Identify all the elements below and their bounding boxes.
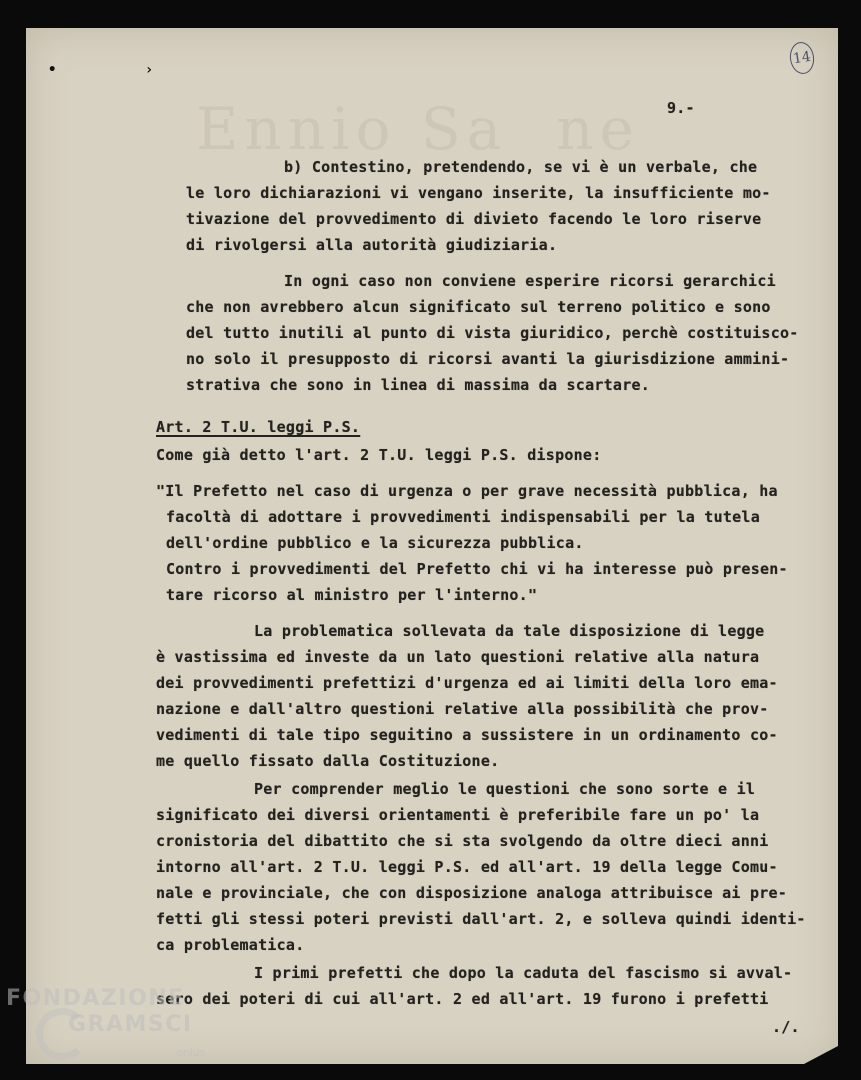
text-line: di rivolgersi alla autorità giudiziaria. — [186, 236, 558, 254]
text-line: significato dei diversi orientamenti è preferibile fare un po' la — [156, 806, 760, 824]
archive-stamp: 14 — [788, 40, 816, 75]
text-line: sero dei poteri di cui all'art. 2 ed all'art. 19 furono i prefetti — [156, 990, 769, 1008]
section-heading: Art. 2 T.U. leggi P.S. — [156, 418, 361, 436]
quote-line: facoltà di adottare i provvedimenti indispensabili per la tutela — [166, 508, 760, 526]
text-line: intorno all'art. 2 T.U. leggi P.S. ed all'art. 19 della legge Comu- — [156, 858, 778, 876]
bleed-through-text: Ennio Sa ne — [196, 95, 640, 163]
margin-marks: • › — [48, 62, 194, 78]
text-line: fetti gli stessi poteri previsti dall'art. 2, e solleva quindi identi- — [156, 910, 806, 928]
text-line: del tutto inutili al punto di vista giuridico, perchè costituisco- — [186, 324, 799, 342]
text-line: vedimenti di tale tipo seguitino a sussistere in un ordinamento co- — [156, 726, 778, 744]
text-line: strativa che sono in linea di massima da scartare. — [186, 376, 651, 394]
text-line: b) Contestino, pretendendo, se vi è un verbale, che — [284, 158, 758, 176]
text-line: le loro dichiarazioni vi vengano inserite, la insufficiente mo- — [186, 184, 771, 202]
text-line: tivazione del provvedimento di divieto facendo le loro riserve — [186, 210, 762, 228]
quote-line: tare ricorso al ministro per l'interno." — [166, 586, 538, 604]
quote-line: Contro i provvedimenti del Prefetto chi vi ha interesse può presen- — [166, 560, 788, 578]
torn-corner — [804, 1046, 838, 1064]
page-number: 9.- — [667, 99, 695, 117]
text-line: Per comprender meglio le questioni che sono sorte e il — [254, 780, 756, 798]
continuation-mark: ./. — [772, 1018, 800, 1036]
text-line: è vastissima ed investe da un lato questioni relative alla natura — [156, 648, 760, 666]
text-line: che non avrebbero alcun significato sul terreno politico e sono — [186, 298, 771, 316]
text-line: dei provvedimenti prefettizi d'urgenza ed ai limiti della loro ema- — [156, 674, 778, 692]
text-line: Come già detto l'art. 2 T.U. leggi P.S. dispone: — [156, 446, 602, 464]
quote-line: "Il Prefetto nel caso di urgenza o per grave necessità pubblica, ha — [156, 482, 778, 500]
text-line: I primi prefetti che dopo la caduta del fascismo si avval- — [254, 964, 793, 982]
text-line: ca problematica. — [156, 936, 305, 954]
watermark-line1: FONDAZIONE — [6, 986, 185, 1011]
text-line: me quello fissato dalla Costituzione. — [156, 752, 500, 770]
quote-line: dell'ordine pubblico e la sicurezza pubblica. — [166, 534, 584, 552]
text-line: no solo il presupposto di ricorsi avanti la giurisdizione ammini- — [186, 350, 790, 368]
text-line: nale e provinciale, che con disposizione analoga attribuisce ai pre- — [156, 884, 788, 902]
text-line: cronistoria del dibattito che si sta svolgendo da oltre dieci anni — [156, 832, 769, 850]
text-line: La problematica sollevata da tale disposizione di legge — [254, 622, 765, 640]
watermark-line2: GRAMSCI — [68, 1012, 193, 1037]
text-line: In ogni caso non conviene esperire ricorsi gerarchici — [284, 272, 776, 290]
text-line: nazione e dall'altro questioni relative alla possibilità che prov- — [156, 700, 769, 718]
watermark-suffix: onlus — [176, 1046, 206, 1059]
